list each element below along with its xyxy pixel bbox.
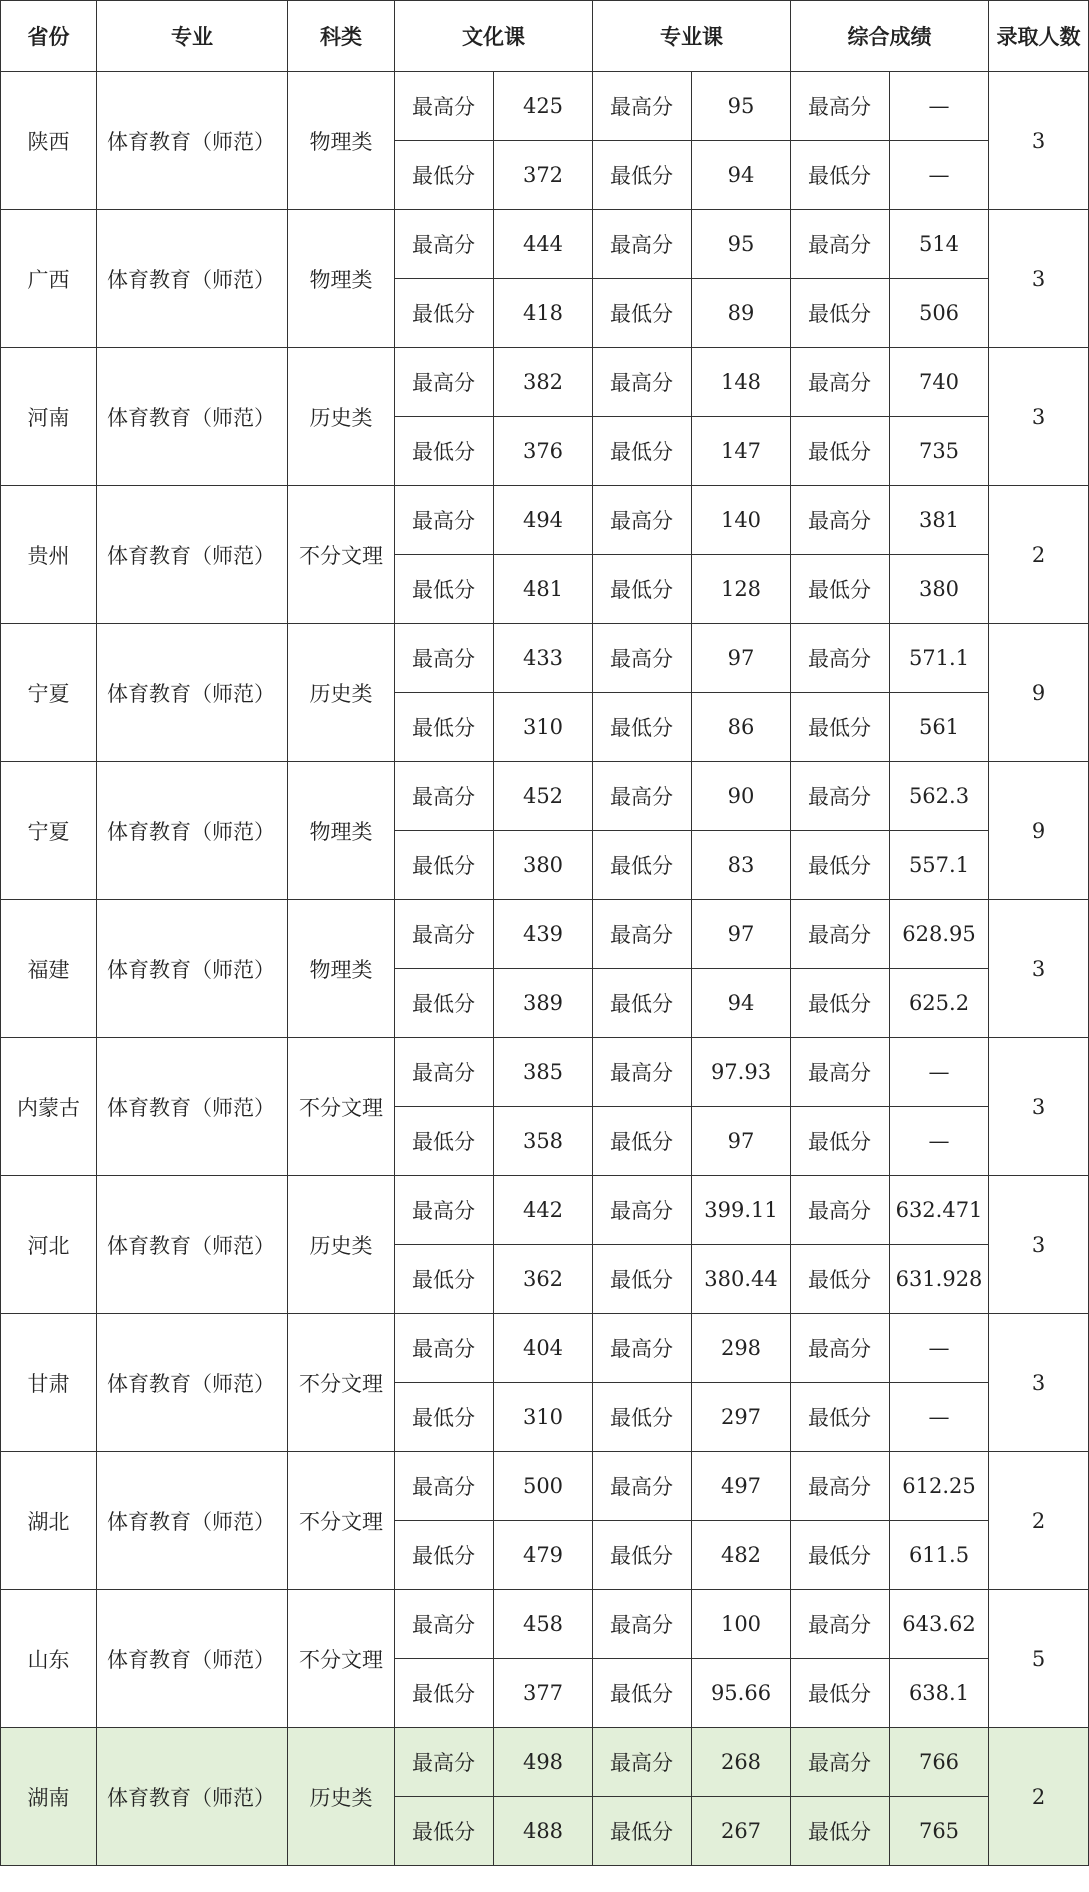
province-cell: 陕西 — [1, 72, 97, 210]
admitted-cell: 3 — [989, 1038, 1089, 1176]
major-cell: 体育教育（师范） — [97, 900, 288, 1038]
prof-min-label: 最低分 — [593, 1797, 692, 1866]
culture-min-value: 479 — [494, 1521, 593, 1590]
prof-max-value: 497 — [692, 1452, 791, 1521]
comp-max-value: 571.1 — [890, 624, 989, 693]
culture-min-label: 最低分 — [395, 969, 494, 1038]
admitted-cell: 9 — [989, 762, 1089, 900]
culture-max-value: 500 — [494, 1452, 593, 1521]
header-row — [1, 1, 1089, 72]
culture-min-label: 最低分 — [395, 141, 494, 210]
prof-min-value: 95.66 — [692, 1659, 791, 1728]
culture-min-label: 最低分 — [395, 1383, 494, 1452]
prof-min-value: 380.44 — [692, 1245, 791, 1314]
culture-min-label: 最低分 — [395, 555, 494, 624]
prof-max-value: 100 — [692, 1590, 791, 1659]
comp-max-label: 最高分 — [791, 1728, 890, 1797]
header-major: 专业 — [97, 1, 288, 72]
comp-min-label: 最低分 — [791, 555, 890, 624]
culture-min-value: 310 — [494, 693, 593, 762]
comp-min-label: 最低分 — [791, 1659, 890, 1728]
table-row-max — [1, 762, 1089, 831]
table-row-max — [1, 1728, 1089, 1797]
prof-max-value: 140 — [692, 486, 791, 555]
major-cell: 体育教育（师范） — [97, 486, 288, 624]
prof-max-value: 97.93 — [692, 1038, 791, 1107]
culture-max-value: 452 — [494, 762, 593, 831]
prof-max-value: 97 — [692, 900, 791, 969]
culture-max-value: 404 — [494, 1314, 593, 1383]
comp-min-label: 最低分 — [791, 831, 890, 900]
culture-max-value: 382 — [494, 348, 593, 417]
major-cell: 体育教育（师范） — [97, 1590, 288, 1728]
comp-max-value: 562.3 — [890, 762, 989, 831]
prof-max-label: 最高分 — [593, 900, 692, 969]
comp-max-label: 最高分 — [791, 900, 890, 969]
culture-min-label: 最低分 — [395, 1797, 494, 1866]
prof-min-value: 482 — [692, 1521, 791, 1590]
prof-min-label: 最低分 — [593, 1245, 692, 1314]
prof-min-label: 最低分 — [593, 1659, 692, 1728]
header-category: 科类 — [288, 1, 395, 72]
culture-max-label: 最高分 — [395, 900, 494, 969]
prof-min-label: 最低分 — [593, 1107, 692, 1176]
culture-min-value: 377 — [494, 1659, 593, 1728]
comp-max-value: 514 — [890, 210, 989, 279]
major-cell: 体育教育（师范） — [97, 624, 288, 762]
prof-max-value: 148 — [692, 348, 791, 417]
prof-max-label: 最高分 — [593, 762, 692, 831]
header-composite-score: 综合成绩 — [791, 1, 989, 72]
category-cell: 不分文理 — [288, 1452, 395, 1590]
prof-min-label: 最低分 — [593, 279, 692, 348]
prof-min-label: 最低分 — [593, 1521, 692, 1590]
comp-min-label: 最低分 — [791, 417, 890, 486]
major-cell: 体育教育（师范） — [97, 1038, 288, 1176]
admitted-cell: 3 — [989, 1176, 1089, 1314]
comp-max-label: 最高分 — [791, 210, 890, 279]
table-row-max — [1, 348, 1089, 417]
comp-max-label: 最高分 — [791, 624, 890, 693]
province-cell: 福建 — [1, 900, 97, 1038]
prof-max-label: 最高分 — [593, 1176, 692, 1245]
comp-max-label: 最高分 — [791, 348, 890, 417]
prof-min-label: 最低分 — [593, 555, 692, 624]
prof-max-label: 最高分 — [593, 1314, 692, 1383]
comp-max-value: — — [890, 1314, 989, 1383]
culture-max-label: 最高分 — [395, 72, 494, 141]
prof-max-label: 最高分 — [593, 210, 692, 279]
comp-max-value: 381 — [890, 486, 989, 555]
comp-min-label: 最低分 — [791, 1797, 890, 1866]
culture-min-value: 389 — [494, 969, 593, 1038]
prof-min-value: 86 — [692, 693, 791, 762]
province-cell: 宁夏 — [1, 624, 97, 762]
table-row-max — [1, 624, 1089, 693]
culture-max-value: 425 — [494, 72, 593, 141]
prof-min-value: 94 — [692, 141, 791, 210]
comp-min-label: 最低分 — [791, 141, 890, 210]
province-cell: 河南 — [1, 348, 97, 486]
prof-min-label: 最低分 — [593, 1383, 692, 1452]
table-row-max — [1, 72, 1089, 141]
culture-max-value: 494 — [494, 486, 593, 555]
prof-min-value: 147 — [692, 417, 791, 486]
comp-min-value: 561 — [890, 693, 989, 762]
prof-min-label: 最低分 — [593, 831, 692, 900]
category-cell: 物理类 — [288, 72, 395, 210]
province-cell: 广西 — [1, 210, 97, 348]
comp-max-value: — — [890, 72, 989, 141]
province-cell: 山东 — [1, 1590, 97, 1728]
comp-max-label: 最高分 — [791, 762, 890, 831]
major-cell: 体育教育（师范） — [97, 1728, 288, 1866]
category-cell: 不分文理 — [288, 1038, 395, 1176]
province-cell: 湖北 — [1, 1452, 97, 1590]
culture-max-label: 最高分 — [395, 1452, 494, 1521]
culture-min-value: 376 — [494, 417, 593, 486]
major-cell: 体育教育（师范） — [97, 210, 288, 348]
admitted-cell: 3 — [989, 210, 1089, 348]
culture-min-label: 最低分 — [395, 417, 494, 486]
culture-min-value: 372 — [494, 141, 593, 210]
comp-min-value: 611.5 — [890, 1521, 989, 1590]
table-row-max — [1, 210, 1089, 279]
culture-min-label: 最低分 — [395, 1521, 494, 1590]
comp-max-label: 最高分 — [791, 1314, 890, 1383]
culture-max-value: 439 — [494, 900, 593, 969]
comp-min-value: 735 — [890, 417, 989, 486]
category-cell: 物理类 — [288, 210, 395, 348]
comp-max-value: 632.471 — [890, 1176, 989, 1245]
culture-max-label: 最高分 — [395, 1590, 494, 1659]
culture-min-value: 358 — [494, 1107, 593, 1176]
comp-min-label: 最低分 — [791, 1521, 890, 1590]
header-professional-course: 专业课 — [593, 1, 791, 72]
culture-max-value: 444 — [494, 210, 593, 279]
comp-min-value: 638.1 — [890, 1659, 989, 1728]
prof-min-label: 最低分 — [593, 693, 692, 762]
major-cell: 体育教育（师范） — [97, 72, 288, 210]
prof-max-label: 最高分 — [593, 1728, 692, 1797]
category-cell: 不分文理 — [288, 1314, 395, 1452]
comp-max-value: 628.95 — [890, 900, 989, 969]
table-row-max — [1, 1452, 1089, 1521]
prof-min-value: 97 — [692, 1107, 791, 1176]
culture-max-value: 385 — [494, 1038, 593, 1107]
comp-min-label: 最低分 — [791, 693, 890, 762]
culture-max-label: 最高分 — [395, 1038, 494, 1107]
culture-max-label: 最高分 — [395, 348, 494, 417]
prof-max-value: 95 — [692, 72, 791, 141]
table-row-max — [1, 900, 1089, 969]
major-cell: 体育教育（师范） — [97, 1452, 288, 1590]
prof-min-value: 94 — [692, 969, 791, 1038]
prof-min-label: 最低分 — [593, 969, 692, 1038]
comp-min-value: 506 — [890, 279, 989, 348]
culture-max-label: 最高分 — [395, 486, 494, 555]
culture-max-label: 最高分 — [395, 1728, 494, 1797]
culture-min-value: 488 — [494, 1797, 593, 1866]
culture-max-label: 最高分 — [395, 1176, 494, 1245]
comp-min-label: 最低分 — [791, 1383, 890, 1452]
category-cell: 历史类 — [288, 348, 395, 486]
comp-max-value: 612.25 — [890, 1452, 989, 1521]
prof-min-value: 267 — [692, 1797, 791, 1866]
culture-min-value: 362 — [494, 1245, 593, 1314]
category-cell: 不分文理 — [288, 486, 395, 624]
major-cell: 体育教育（师范） — [97, 1176, 288, 1314]
province-cell: 河北 — [1, 1176, 97, 1314]
comp-max-label: 最高分 — [791, 72, 890, 141]
prof-max-value: 268 — [692, 1728, 791, 1797]
culture-max-label: 最高分 — [395, 762, 494, 831]
comp-min-value: 625.2 — [890, 969, 989, 1038]
table-row-max — [1, 1590, 1089, 1659]
prof-max-label: 最高分 — [593, 1452, 692, 1521]
comp-min-label: 最低分 — [791, 279, 890, 348]
prof-max-value: 298 — [692, 1314, 791, 1383]
prof-max-label: 最高分 — [593, 624, 692, 693]
prof-max-label: 最高分 — [593, 348, 692, 417]
prof-min-value: 128 — [692, 555, 791, 624]
province-cell: 甘肃 — [1, 1314, 97, 1452]
table-row-max — [1, 1038, 1089, 1107]
prof-min-label: 最低分 — [593, 417, 692, 486]
province-cell: 内蒙古 — [1, 1038, 97, 1176]
table-row-max — [1, 1314, 1089, 1383]
prof-min-value: 83 — [692, 831, 791, 900]
province-cell: 宁夏 — [1, 762, 97, 900]
province-cell: 贵州 — [1, 486, 97, 624]
header-culture-course: 文化课 — [395, 1, 593, 72]
category-cell: 历史类 — [288, 1728, 395, 1866]
admitted-cell: 3 — [989, 72, 1089, 210]
province-cell: 湖南 — [1, 1728, 97, 1866]
prof-max-value: 95 — [692, 210, 791, 279]
culture-min-value: 310 — [494, 1383, 593, 1452]
comp-min-value: 631.928 — [890, 1245, 989, 1314]
comp-max-value: 643.62 — [890, 1590, 989, 1659]
admitted-cell: 2 — [989, 486, 1089, 624]
category-cell: 物理类 — [288, 900, 395, 1038]
comp-max-label: 最高分 — [791, 486, 890, 555]
header-admitted-count: 录取人数 — [989, 1, 1089, 72]
prof-max-value: 399.11 — [692, 1176, 791, 1245]
comp-min-value: — — [890, 1107, 989, 1176]
category-cell: 历史类 — [288, 624, 395, 762]
comp-max-value: 766 — [890, 1728, 989, 1797]
culture-max-label: 最高分 — [395, 624, 494, 693]
admitted-cell: 9 — [989, 624, 1089, 762]
culture-max-label: 最高分 — [395, 210, 494, 279]
comp-min-value: 765 — [890, 1797, 989, 1866]
comp-max-label: 最高分 — [791, 1452, 890, 1521]
comp-min-value: 380 — [890, 555, 989, 624]
major-cell: 体育教育（师范） — [97, 1314, 288, 1452]
prof-max-value: 97 — [692, 624, 791, 693]
prof-max-value: 90 — [692, 762, 791, 831]
culture-min-value: 481 — [494, 555, 593, 624]
comp-max-label: 最高分 — [791, 1590, 890, 1659]
culture-max-label: 最高分 — [395, 1314, 494, 1383]
admitted-cell: 5 — [989, 1590, 1089, 1728]
category-cell: 不分文理 — [288, 1590, 395, 1728]
culture-max-value: 442 — [494, 1176, 593, 1245]
comp-max-value: — — [890, 1038, 989, 1107]
prof-max-label: 最高分 — [593, 72, 692, 141]
major-cell: 体育教育（师范） — [97, 762, 288, 900]
culture-min-label: 最低分 — [395, 1659, 494, 1728]
comp-max-value: 740 — [890, 348, 989, 417]
category-cell: 历史类 — [288, 1176, 395, 1314]
admitted-cell: 3 — [989, 900, 1089, 1038]
prof-max-label: 最高分 — [593, 1590, 692, 1659]
comp-min-label: 最低分 — [791, 1107, 890, 1176]
table-row-max — [1, 1176, 1089, 1245]
comp-max-label: 最高分 — [791, 1176, 890, 1245]
comp-max-label: 最高分 — [791, 1038, 890, 1107]
admitted-cell: 2 — [989, 1728, 1089, 1866]
major-cell: 体育教育（师范） — [97, 348, 288, 486]
culture-min-value: 380 — [494, 831, 593, 900]
comp-min-label: 最低分 — [791, 1245, 890, 1314]
category-cell: 物理类 — [288, 762, 395, 900]
culture-min-label: 最低分 — [395, 1107, 494, 1176]
comp-min-value: — — [890, 1383, 989, 1452]
prof-min-label: 最低分 — [593, 141, 692, 210]
culture-min-label: 最低分 — [395, 279, 494, 348]
culture-min-label: 最低分 — [395, 831, 494, 900]
culture-max-value: 498 — [494, 1728, 593, 1797]
admitted-cell: 3 — [989, 1314, 1089, 1452]
prof-max-label: 最高分 — [593, 486, 692, 555]
culture-min-label: 最低分 — [395, 1245, 494, 1314]
culture-min-label: 最低分 — [395, 693, 494, 762]
prof-min-value: 297 — [692, 1383, 791, 1452]
prof-max-label: 最高分 — [593, 1038, 692, 1107]
culture-max-value: 458 — [494, 1590, 593, 1659]
table-body — [1, 72, 1089, 1866]
comp-min-value: — — [890, 141, 989, 210]
admitted-cell: 3 — [989, 348, 1089, 486]
comp-min-label: 最低分 — [791, 969, 890, 1038]
culture-min-value: 418 — [494, 279, 593, 348]
comp-min-value: 557.1 — [890, 831, 989, 900]
culture-max-value: 433 — [494, 624, 593, 693]
header-province: 省份 — [1, 1, 97, 72]
prof-min-value: 89 — [692, 279, 791, 348]
table-row-max — [1, 486, 1089, 555]
admitted-cell: 2 — [989, 1452, 1089, 1590]
